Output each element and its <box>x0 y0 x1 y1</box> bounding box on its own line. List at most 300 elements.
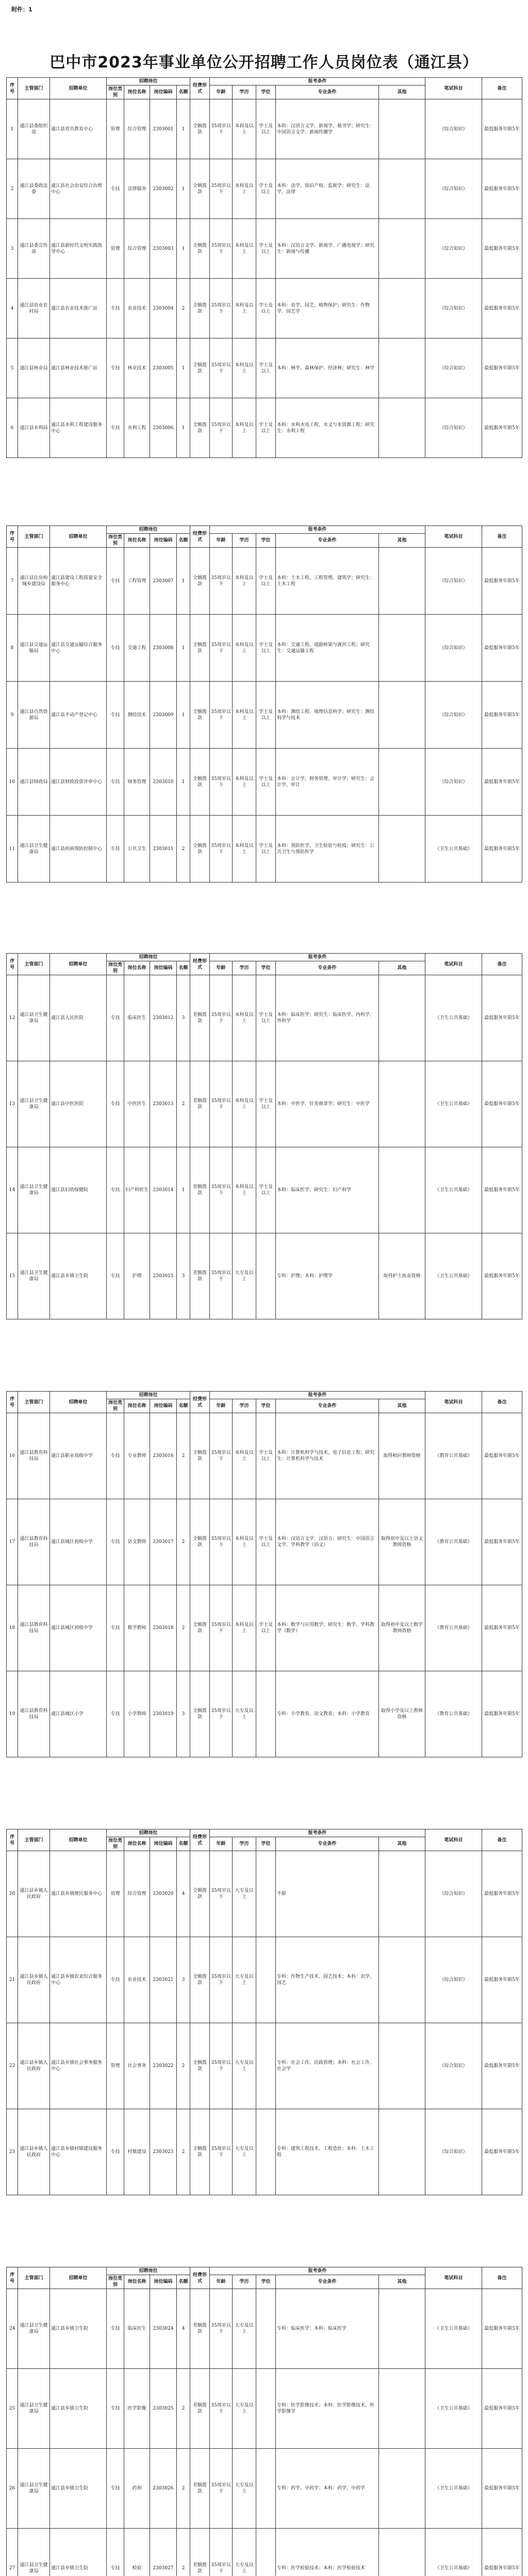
cell-other <box>379 2529 425 2576</box>
cell-code: 2303007 <box>150 548 177 615</box>
header-degree: 学位 <box>256 2275 276 2289</box>
header-edu: 学历 <box>233 1399 256 1413</box>
header-post-category: 岗位类别 <box>107 961 124 975</box>
cell-fund: 全额拨款 <box>190 615 210 682</box>
header-cond-group: 报考条件 <box>210 954 425 961</box>
cell-seq: 25 <box>7 2369 18 2449</box>
cell-post: 小学教师 <box>124 1671 150 1757</box>
cell-exam: 《综合知识》 <box>425 398 482 458</box>
cell-n: 1 <box>177 398 190 458</box>
cell-other <box>379 2369 425 2449</box>
cell-deg: 学士及以上 <box>256 749 276 816</box>
cell-code: 2303006 <box>150 398 177 458</box>
cell-seq: 5 <box>7 338 18 398</box>
cell-exam: 《综合知识》 <box>425 1851 482 1937</box>
header-major: 专业条件 <box>276 961 379 975</box>
cell-unit: 通江县教育科技局 <box>18 1413 50 1499</box>
cell-other <box>379 2023 425 2109</box>
cell-code: 2303024 <box>150 2289 177 2369</box>
cell-seq: 14 <box>7 1147 18 1233</box>
recruitment-table <box>6 77 522 458</box>
header-post-code: 岗位编码 <box>150 1399 177 1413</box>
table-row <box>7 398 522 458</box>
cell-code: 2303001 <box>150 99 177 159</box>
cell-cat: 专技 <box>107 1499 124 1585</box>
header-degree: 学位 <box>256 1399 276 1413</box>
header-exam: 笔试科目 <box>425 1392 482 1413</box>
cell-dept: 通江县乡镇卫生院 <box>50 2369 107 2449</box>
cell-fund: 差额拨款 <box>190 2289 210 2369</box>
cell-n: 2 <box>177 1585 190 1671</box>
cell-remark: 最低服务年限5年 <box>482 1585 522 1671</box>
cell-edu: 本科及以上 <box>233 816 256 883</box>
cell-major: 本科：临床医学；研究生：妇产科学 <box>276 1147 379 1233</box>
cell-exam: 《教育公共基础》 <box>425 1413 482 1499</box>
cell-dept: 通江县新时代文明实践指导中心 <box>50 219 107 279</box>
cell-seq: 4 <box>7 279 18 338</box>
cell-unit: 通江县卫生健康局 <box>18 2289 50 2369</box>
cell-fund: 全额拨款 <box>190 749 210 816</box>
cell-deg <box>256 1233 276 1319</box>
cell-code: 2303018 <box>150 1585 177 1671</box>
cell-deg <box>256 2023 276 2109</box>
cell-remark: 最低服务年限5年 <box>482 2023 522 2109</box>
cell-post: 工程管理 <box>124 548 150 615</box>
cell-dept: 通江县林业技术推广站 <box>50 338 107 398</box>
header-cond-group: 报考条件 <box>210 78 425 86</box>
cell-other: 取得小学及以上教师资格 <box>379 1671 425 1757</box>
header-cond-group: 报考条件 <box>210 1392 425 1399</box>
cell-exam: 《综合知识》 <box>425 99 482 159</box>
cell-post: 法律服务 <box>124 159 150 219</box>
cell-post: 财务管理 <box>124 749 150 816</box>
cell-remark: 最低服务年限5年 <box>482 99 522 159</box>
header-seq: 序号 <box>7 2267 18 2289</box>
cell-dept: 通江县乡镇村镇建设服务中心 <box>50 2109 107 2195</box>
cell-exam: 《卫生公共基础》 <box>425 975 482 1061</box>
cell-unit: 通江县卫生健康局 <box>18 2449 50 2529</box>
cell-seq: 10 <box>7 749 18 816</box>
cell-dept: 通江县交通运输综合服务中心 <box>50 615 107 682</box>
cell-cat: 专技 <box>107 816 124 883</box>
cell-fund: 差额拨款 <box>190 1233 210 1319</box>
cell-cat: 专技 <box>107 1937 124 2023</box>
header-post: 招聘单位 <box>50 78 107 99</box>
cell-fund: 差额拨款 <box>190 2529 210 2576</box>
header-age: 年龄 <box>210 1399 233 1413</box>
cell-exam: 《综合知识》 <box>425 2023 482 2109</box>
cell-n: 3 <box>177 1233 190 1319</box>
cell-code: 2303022 <box>150 2023 177 2109</box>
table-page-4 <box>6 1391 522 1757</box>
cell-remark: 最低服务年限5年 <box>482 975 522 1061</box>
cell-cat: 专技 <box>107 975 124 1061</box>
cell-age: 35周岁以下 <box>210 1147 233 1233</box>
header-edu: 学历 <box>233 86 256 99</box>
cell-code: 2303014 <box>150 1147 177 1233</box>
cell-other <box>379 2449 425 2529</box>
cell-unit: 通江县乡镇人民政府 <box>18 2109 50 2195</box>
cell-unit: 通江县自然资源局 <box>18 682 50 749</box>
cell-cat: 专技 <box>107 1061 124 1147</box>
header-funding: 经费形式 <box>190 78 210 99</box>
cell-exam: 《综合知识》 <box>425 338 482 398</box>
cell-cat: 专技 <box>107 682 124 749</box>
cell-dept: 通江县中医医院 <box>50 1061 107 1147</box>
cell-other <box>379 2109 425 2195</box>
cell-age: 35周岁以下 <box>210 2449 233 2529</box>
table-row <box>7 2289 522 2369</box>
cell-unit: 通江县卫生健康局 <box>18 816 50 883</box>
cell-major: 不限 <box>276 1851 379 1937</box>
cell-code: 2303025 <box>150 2369 177 2449</box>
cell-post: 妇产科医生 <box>124 1147 150 1233</box>
cell-post: 农业技术 <box>124 279 150 338</box>
cell-deg: 学士及以上 <box>256 219 276 279</box>
cell-seq: 24 <box>7 2289 18 2369</box>
header-post-category: 岗位类别 <box>107 86 124 99</box>
header-post: 招聘单位 <box>50 526 107 548</box>
header-edu: 学历 <box>233 2275 256 2289</box>
header-unit: 主管部门 <box>18 78 50 99</box>
cell-deg: 学士及以上 <box>256 682 276 749</box>
cell-deg: 学士及以上 <box>256 338 276 398</box>
cell-n: 1 <box>177 99 190 159</box>
cell-major: 专科：建筑工程技术、工程造价；本科：土木工程 <box>276 2109 379 2195</box>
cell-n: 1 <box>177 749 190 816</box>
header-remark: 备注 <box>482 2267 522 2289</box>
cell-dept: 通江县人民医院 <box>50 975 107 1061</box>
cell-remark: 最低服务年限5年 <box>482 1671 522 1757</box>
cell-fund: 全额拨款 <box>190 398 210 458</box>
cell-fund: 全额拨款 <box>190 1671 210 1757</box>
cell-remark: 最低服务年限5年 <box>482 1937 522 2023</box>
cell-remark: 最低服务年限5年 <box>482 615 522 682</box>
cell-cat: 专技 <box>107 1413 124 1499</box>
cell-edu: 大专及以上 <box>233 2449 256 2529</box>
cell-edu: 本科及以上 <box>233 1147 256 1233</box>
cell-cat: 专技 <box>107 1585 124 1671</box>
cell-n: 2 <box>177 1061 190 1147</box>
cell-other <box>379 398 425 458</box>
header-degree: 学位 <box>256 1837 276 1851</box>
header-post: 招聘单位 <box>50 1392 107 1413</box>
cell-major: 专科：护理；本科：护理学 <box>276 1233 379 1319</box>
table-page-2 <box>6 526 522 883</box>
header-post: 招聘单位 <box>50 954 107 975</box>
cell-cat: 专技 <box>107 2529 124 2576</box>
cell-cat: 管理 <box>107 1851 124 1937</box>
cell-n: 4 <box>177 2289 190 2369</box>
header-remark: 备注 <box>482 1829 522 1851</box>
cell-seq: 1 <box>7 99 18 159</box>
cell-other <box>379 1061 425 1147</box>
cell-dept: 通江县不动产登记中心 <box>50 682 107 749</box>
cell-edu: 大专及以上 <box>233 2023 256 2109</box>
cell-fund: 全额拨款 <box>190 338 210 398</box>
cell-deg: 学士及以上 <box>256 615 276 682</box>
cell-age: 35周岁以下 <box>210 682 233 749</box>
cell-code: 2303013 <box>150 1061 177 1147</box>
cell-cat: 专技 <box>107 159 124 219</box>
cell-remark: 最低服务年限5年 <box>482 682 522 749</box>
cell-other <box>379 1147 425 1233</box>
cell-cat: 专技 <box>107 2369 124 2449</box>
header-funding: 经费形式 <box>190 1829 210 1851</box>
header-other: 其他 <box>379 2275 425 2289</box>
cell-unit: 通江县卫生健康局 <box>18 975 50 1061</box>
cell-fund: 全额拨款 <box>190 2023 210 2109</box>
header-exam: 笔试科目 <box>425 78 482 99</box>
cell-major: 本科：预防医学、卫生检验与检疫；研究生：公共卫生与预防医学 <box>276 816 379 883</box>
cell-dept: 通江县城区初级中学 <box>50 1585 107 1671</box>
cell-unit: 通江县教育科技局 <box>18 1499 50 1585</box>
cell-dept: 通江县党员教育中心 <box>50 99 107 159</box>
cell-remark: 最低服务年限5年 <box>482 1499 522 1585</box>
cell-other <box>379 99 425 159</box>
cell-deg: 学士及以上 <box>256 975 276 1061</box>
cell-fund: 差额拨款 <box>190 2369 210 2449</box>
cell-major: 本科：林学、森林保护、经济林；研究生：林学 <box>276 338 379 398</box>
cell-exam: 《教育公共基础》 <box>425 1585 482 1671</box>
cell-dept: 通江县财政投资评审中心 <box>50 749 107 816</box>
cell-seq: 7 <box>7 548 18 615</box>
cell-dept: 通江县水利工程建设服务中心 <box>50 398 107 458</box>
cell-seq: 11 <box>7 816 18 883</box>
cell-post: 村镇建设 <box>124 2109 150 2195</box>
header-other: 其他 <box>379 534 425 548</box>
cell-age: 35周岁以下 <box>210 2289 233 2369</box>
cell-cat: 专技 <box>107 2449 124 2529</box>
cell-n: 4 <box>177 1851 190 1937</box>
cell-dept: 通江县乡镇便民服务中心 <box>50 1851 107 1937</box>
cell-code: 2303016 <box>150 1413 177 1499</box>
cell-fund: 差额拨款 <box>190 2449 210 2529</box>
cell-major: 本科：水利水电工程、水文与水资源工程；研究生：水利工程 <box>276 398 379 458</box>
table-row <box>7 1061 522 1147</box>
cell-cat: 专技 <box>107 2289 124 2369</box>
cell-edu: 本科及以上 <box>233 338 256 398</box>
cell-edu: 本科及以上 <box>233 219 256 279</box>
header-post-group: 招聘岗位 <box>107 1829 190 1837</box>
cell-unit: 通江县乡镇人民政府 <box>18 1851 50 1937</box>
cell-edu: 本科及以上 <box>233 1413 256 1499</box>
header-cond-group: 报考条件 <box>210 1829 425 1837</box>
cell-other <box>379 749 425 816</box>
cell-age: 35周岁以下 <box>210 975 233 1061</box>
cell-major: 本科：会计学、财务管理、审计学；研究生：会计学、审计 <box>276 749 379 816</box>
header-quota: 名额 <box>177 2275 190 2289</box>
cell-seq: 2 <box>7 159 18 219</box>
header-exam: 笔试科目 <box>425 526 482 548</box>
cell-code: 2303015 <box>150 1233 177 1319</box>
header-quota: 名额 <box>177 1837 190 1851</box>
header-seq: 序号 <box>7 1829 18 1851</box>
cell-edu: 大专及以上 <box>233 1937 256 2023</box>
cell-unit: 通江县卫生健康局 <box>18 1061 50 1147</box>
cell-unit: 通江县委宣传部 <box>18 219 50 279</box>
cell-unit: 通江县水利局 <box>18 398 50 458</box>
cell-code: 2303008 <box>150 615 177 682</box>
cell-major: 专科：药学、中药学；本科：药学、中药学 <box>276 2449 379 2529</box>
cell-other: 取得护士执业资格 <box>379 1233 425 1319</box>
header-remark: 备注 <box>482 1392 522 1413</box>
cell-edu: 本科及以上 <box>233 975 256 1061</box>
cell-deg: 学士及以上 <box>256 1585 276 1671</box>
attachment-label: 附件：1 <box>11 6 32 13</box>
header-post-category: 岗位类别 <box>107 534 124 548</box>
cell-age: 35周岁以下 <box>210 816 233 883</box>
cell-remark: 最低服务年限5年 <box>482 159 522 219</box>
cell-cat: 管理 <box>107 99 124 159</box>
cell-age: 35周岁以下 <box>210 2369 233 2449</box>
cell-age: 35周岁以下 <box>210 1233 233 1319</box>
cell-cat: 管理 <box>107 2023 124 2109</box>
cell-seq: 15 <box>7 1233 18 1319</box>
header-major: 专业条件 <box>276 1837 379 1851</box>
table-row <box>7 816 522 883</box>
cell-deg: 学士及以上 <box>256 99 276 159</box>
header-post-code: 岗位编码 <box>150 534 177 548</box>
header-seq: 序号 <box>7 954 18 975</box>
cell-major: 本科：交通工程、道路桥梁与渡河工程；研究生：交通运输工程 <box>276 615 379 682</box>
cell-post: 林业技术 <box>124 338 150 398</box>
cell-code: 2303017 <box>150 1499 177 1585</box>
cell-edu: 大专及以上 <box>233 2289 256 2369</box>
cell-fund: 全额拨款 <box>190 816 210 883</box>
cell-exam: 《综合知识》 <box>425 2109 482 2195</box>
cell-fund: 差额拨款 <box>190 1061 210 1147</box>
cell-n: 3 <box>177 1937 190 2023</box>
cell-unit: 通江县卫生健康局 <box>18 2369 50 2449</box>
cell-other <box>379 159 425 219</box>
header-edu: 学历 <box>233 1837 256 1851</box>
cell-unit: 通江县乡镇人民政府 <box>18 2023 50 2109</box>
cell-remark: 最低服务年限5年 <box>482 219 522 279</box>
cell-post: 医学影像 <box>124 2369 150 2449</box>
cell-remark: 最低服务年限5年 <box>482 398 522 458</box>
header-post-name: 岗位名称 <box>124 1399 150 1413</box>
header-post-group: 招聘岗位 <box>107 1392 190 1399</box>
cell-major: 本科：土木工程、工程管理、建筑学；研究生：土木工程 <box>276 548 379 615</box>
cell-n: 1 <box>177 548 190 615</box>
header-post-group: 招聘岗位 <box>107 2267 190 2275</box>
cell-seq: 27 <box>7 2529 18 2576</box>
cell-seq: 19 <box>7 1671 18 1757</box>
header-post-code: 岗位编码 <box>150 86 177 99</box>
cell-seq: 23 <box>7 2109 18 2195</box>
table-row <box>7 1851 522 1937</box>
cell-deg: 学士及以上 <box>256 1147 276 1233</box>
header-degree: 学位 <box>256 961 276 975</box>
header-post-group: 招聘岗位 <box>107 526 190 534</box>
table-page-6 <box>6 2267 522 2576</box>
cell-exam: 《教育公共基础》 <box>425 1499 482 1585</box>
table-page-5 <box>6 1829 522 2195</box>
header-quota: 名额 <box>177 86 190 99</box>
cell-post: 农业技术 <box>124 1937 150 2023</box>
cell-exam: 《综合知识》 <box>425 1937 482 2023</box>
cell-seq: 18 <box>7 1585 18 1671</box>
table-row <box>7 1499 522 1585</box>
cell-other <box>379 682 425 749</box>
cell-other <box>379 279 425 338</box>
table-row <box>7 2369 522 2449</box>
cell-edu: 本科及以上 <box>233 398 256 458</box>
header-edu: 学历 <box>233 961 256 975</box>
cell-fund: 全额拨款 <box>190 99 210 159</box>
cell-cat: 专技 <box>107 749 124 816</box>
cell-exam: 《综合知识》 <box>425 219 482 279</box>
header-degree: 学位 <box>256 534 276 548</box>
table-row <box>7 2529 522 2576</box>
header-age: 年龄 <box>210 961 233 975</box>
cell-cat: 专技 <box>107 1147 124 1233</box>
header-major: 专业条件 <box>276 2275 379 2289</box>
cell-unit: 通江县卫生健康局 <box>18 1233 50 1319</box>
cell-age: 35周岁以下 <box>210 1671 233 1757</box>
cell-n: 2 <box>177 2529 190 2576</box>
cell-age: 35周岁以下 <box>210 159 233 219</box>
recruitment-table <box>6 1829 522 2195</box>
cell-exam: 《卫生公共基础》 <box>425 816 482 883</box>
cell-code: 2303005 <box>150 338 177 398</box>
cell-fund: 全额拨款 <box>190 1937 210 2023</box>
cell-deg <box>256 2449 276 2529</box>
cell-other <box>379 548 425 615</box>
cell-deg: 学士及以上 <box>256 398 276 458</box>
cell-post: 公共卫生 <box>124 816 150 883</box>
cell-deg: 学士及以上 <box>256 1413 276 1499</box>
header-post-name: 岗位名称 <box>124 1837 150 1851</box>
header-seq: 序号 <box>7 78 18 99</box>
cell-seq: 8 <box>7 615 18 682</box>
table-page-1 <box>6 77 522 458</box>
header-age: 年龄 <box>210 534 233 548</box>
header-funding: 经费形式 <box>190 1392 210 1413</box>
header-exam: 笔试科目 <box>425 954 482 975</box>
cell-fund: 差额拨款 <box>190 975 210 1061</box>
cell-unit: 通江县教育科技局 <box>18 1585 50 1671</box>
cell-cat: 专技 <box>107 1671 124 1757</box>
cell-dept: 通江县城区初级中学 <box>50 1499 107 1585</box>
cell-major: 专科：医学影像技术；本科：医学影像技术、医学影像学 <box>276 2369 379 2449</box>
cell-seq: 20 <box>7 1851 18 1937</box>
cell-edu: 大专及以上 <box>233 2109 256 2195</box>
cell-exam: 《卫生公共基础》 <box>425 1061 482 1147</box>
cell-fund: 全额拨款 <box>190 219 210 279</box>
table-row <box>7 2109 522 2195</box>
header-post-category: 岗位类别 <box>107 1399 124 1413</box>
cell-cat: 专技 <box>107 1233 124 1319</box>
header-remark: 备注 <box>482 526 522 548</box>
table-row <box>7 682 522 749</box>
cell-seq: 6 <box>7 398 18 458</box>
cell-cat: 专技 <box>107 615 124 682</box>
cell-unit: 通江县农业农村局 <box>18 279 50 338</box>
cell-post: 临床医生 <box>124 975 150 1061</box>
cell-edu: 本科及以上 <box>233 279 256 338</box>
cell-exam: 《综合知识》 <box>425 159 482 219</box>
cell-deg <box>256 1937 276 2023</box>
cell-exam: 《卫生公共基础》 <box>425 2369 482 2449</box>
cell-code: 2303010 <box>150 749 177 816</box>
header-funding: 经费形式 <box>190 526 210 548</box>
cell-age: 35周岁以下 <box>210 2023 233 2109</box>
cell-major: 本科：汉语言文学、新闻学、广播电视学；研究生：新闻与传播 <box>276 219 379 279</box>
cell-code: 2303019 <box>150 1671 177 1757</box>
cell-post: 数学教师 <box>124 1585 150 1671</box>
